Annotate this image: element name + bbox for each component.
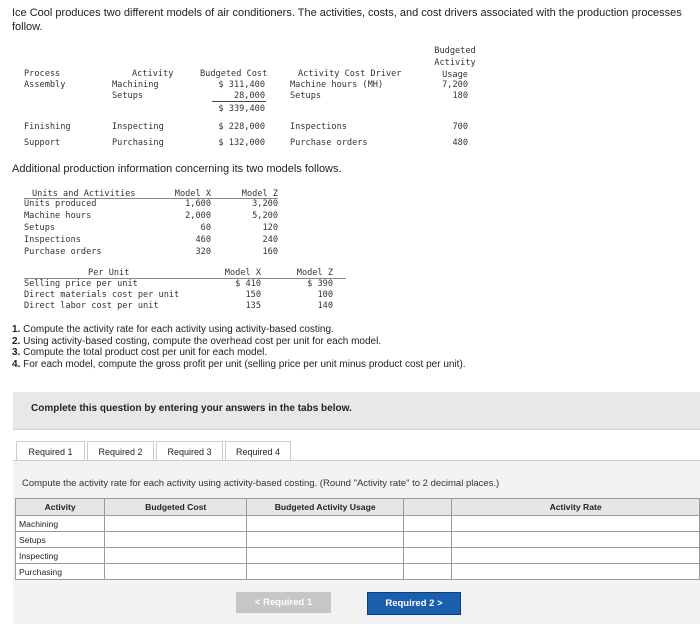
usage-inspecting: 700 xyxy=(452,122,468,132)
header-process: Process xyxy=(24,69,61,79)
next-required-2-button[interactable]: Required 2 > xyxy=(367,592,461,615)
units-row-label: Machine hours xyxy=(24,211,92,221)
row-label-purchasing: Purchasing xyxy=(16,564,105,580)
input-rate-inspecting[interactable] xyxy=(452,548,700,564)
input-cost-setups[interactable] xyxy=(105,532,247,548)
row-label-machining: Machining xyxy=(16,516,105,532)
input-unit-machining[interactable] xyxy=(404,516,452,532)
per-unit-header: Per Unit xyxy=(88,268,130,278)
process-finishing: Finishing xyxy=(24,122,71,132)
input-usage-inspecting[interactable] xyxy=(247,548,404,564)
units-row-label: Setups xyxy=(24,223,56,233)
per-unit-row-label: Selling price per unit xyxy=(24,279,138,289)
per-unit-row-model-x: 150 xyxy=(245,290,261,300)
cost-setups: 28,000 xyxy=(233,91,265,101)
col-activity: Activity xyxy=(16,499,105,516)
driver-machine-hours: Machine hours (MH) xyxy=(290,80,384,90)
units-header: Units and Activities xyxy=(32,189,136,199)
prev-required-1-button[interactable]: < Required 1 xyxy=(236,592,331,613)
per-unit-model-x: Model X xyxy=(224,268,261,278)
per-unit-row-model-z: 140 xyxy=(317,301,333,311)
additional-heading: Additional production information concerning its two models follows. xyxy=(12,163,342,175)
tab-required-1[interactable]: Required 1 xyxy=(16,441,85,462)
activity-machining: Machining xyxy=(112,80,159,90)
input-rate-setups[interactable] xyxy=(452,532,700,548)
question-1: 1. Compute the activity rate for each activity using activity-based costing. xyxy=(12,324,334,335)
header-budgeted: Budgeted xyxy=(434,46,476,56)
units-row-model-x: 1,600 xyxy=(185,199,211,209)
input-unit-setups[interactable] xyxy=(404,532,452,548)
header-usage: Usage xyxy=(442,70,468,80)
per-unit-row-model-z: 100 xyxy=(317,290,333,300)
problem-intro: Ice Cool produces two different models of air conditioners. The activities, costs, and cost drivers associated with the production processes follow. xyxy=(12,7,682,33)
units-row-model-z: 3,200 xyxy=(252,199,278,209)
input-cost-inspecting[interactable] xyxy=(105,548,247,564)
units-model-z: Model Z xyxy=(241,189,278,199)
units-model-x: Model X xyxy=(174,189,211,199)
usage-machining: 7,200 xyxy=(442,80,468,90)
col-spacer xyxy=(404,499,452,516)
col-budgeted-cost: Budgeted Cost xyxy=(105,499,247,516)
table-row xyxy=(16,516,700,532)
input-usage-setups[interactable] xyxy=(247,532,404,548)
units-row-model-x: 2,000 xyxy=(185,211,211,221)
input-cost-machining[interactable] xyxy=(105,516,247,532)
input-usage-purchasing[interactable] xyxy=(247,564,404,580)
driver-setups: Setups xyxy=(290,91,322,101)
input-unit-purchasing[interactable] xyxy=(404,564,452,580)
table-row xyxy=(16,532,700,548)
input-rate-purchasing[interactable] xyxy=(452,564,700,580)
answer-table xyxy=(15,498,700,580)
per-unit-row-model-z: $ 390 xyxy=(307,279,333,289)
col-activity-rate: Activity Rate xyxy=(452,499,700,516)
cost-machining: $ 311,400 xyxy=(218,80,265,90)
input-cost-purchasing[interactable] xyxy=(105,564,247,580)
units-row-model-z: 160 xyxy=(262,247,278,257)
driver-purchase-orders: Purchase orders xyxy=(290,138,368,148)
header-budgeted-cost: Budgeted Cost xyxy=(200,69,268,79)
cost-assembly-total: $ 339,400 xyxy=(218,104,265,114)
per-unit-model-z: Model Z xyxy=(296,268,333,278)
units-row-model-x: 320 xyxy=(195,247,211,257)
units-row-model-z: 5,200 xyxy=(252,211,278,221)
units-row-model-z: 120 xyxy=(262,223,278,233)
input-usage-machining[interactable] xyxy=(247,516,404,532)
units-row-model-x: 460 xyxy=(195,235,211,245)
units-row-label: Purchase orders xyxy=(24,247,102,257)
units-row-label: Inspections xyxy=(24,235,81,245)
per-unit-row-model-x: $ 410 xyxy=(235,279,261,289)
complete-question-text: Complete this question by entering your answers in the tabs below. xyxy=(31,403,352,414)
question-3: 3. Compute the total product cost per unit for each model. xyxy=(12,347,268,359)
driver-inspections: Inspections xyxy=(290,122,347,132)
usage-setups: 180 xyxy=(452,91,468,101)
input-rate-machining[interactable] xyxy=(452,516,700,532)
usage-purchasing: 480 xyxy=(452,138,468,148)
activity-purchasing: Purchasing xyxy=(112,138,164,148)
question-list xyxy=(12,324,466,370)
input-unit-inspecting[interactable] xyxy=(404,548,452,564)
table-row xyxy=(16,548,700,564)
complete-question-bar xyxy=(13,392,700,430)
header-cost-driver: Activity Cost Driver xyxy=(298,69,402,79)
tab-required-4[interactable]: Required 4 xyxy=(225,441,291,462)
per-unit-row-label: Direct labor cost per unit xyxy=(24,301,159,311)
process-assembly: Assembly xyxy=(24,80,66,90)
answer-table-header xyxy=(16,499,700,516)
per-unit-row-label: Direct materials cost per unit xyxy=(24,290,180,300)
tab-required-2[interactable]: Required 2 xyxy=(87,441,154,462)
header-activity: Activity xyxy=(132,69,174,79)
question-4: 4. For each model, compute the gross profit per unit (selling price per unit minus product cost per unit). xyxy=(12,358,466,370)
subtotal-line xyxy=(212,101,266,102)
activity-inspecting: Inspecting xyxy=(112,122,164,132)
cost-purchasing: $ 132,000 xyxy=(218,138,265,148)
tab-required-3[interactable]: Required 3 xyxy=(156,441,223,462)
units-row-model-z: 240 xyxy=(262,235,278,245)
cost-inspecting: $ 228,000 xyxy=(218,122,265,132)
row-label-setups: Setups xyxy=(16,532,105,548)
table-row xyxy=(16,564,700,580)
units-row-label: Units produced xyxy=(24,199,97,209)
activity-setups: Setups xyxy=(112,91,144,101)
question-2: 2. Using activity-based costing, compute the overhead cost per unit for each model. xyxy=(12,335,382,347)
row-label-inspecting: Inspecting xyxy=(16,548,105,564)
header-activity-2: Activity xyxy=(434,58,476,68)
process-support: Support xyxy=(24,138,61,148)
instruction-text: Compute the activity rate for each activity using activity-based costing. (Round "Activity rate" to 2 decimal places.) xyxy=(22,478,500,489)
units-row-model-x: 60 xyxy=(200,223,211,233)
per-unit-row-model-x: 135 xyxy=(245,301,261,311)
col-budgeted-activity-usage: Budgeted Activity Usage xyxy=(247,499,404,516)
